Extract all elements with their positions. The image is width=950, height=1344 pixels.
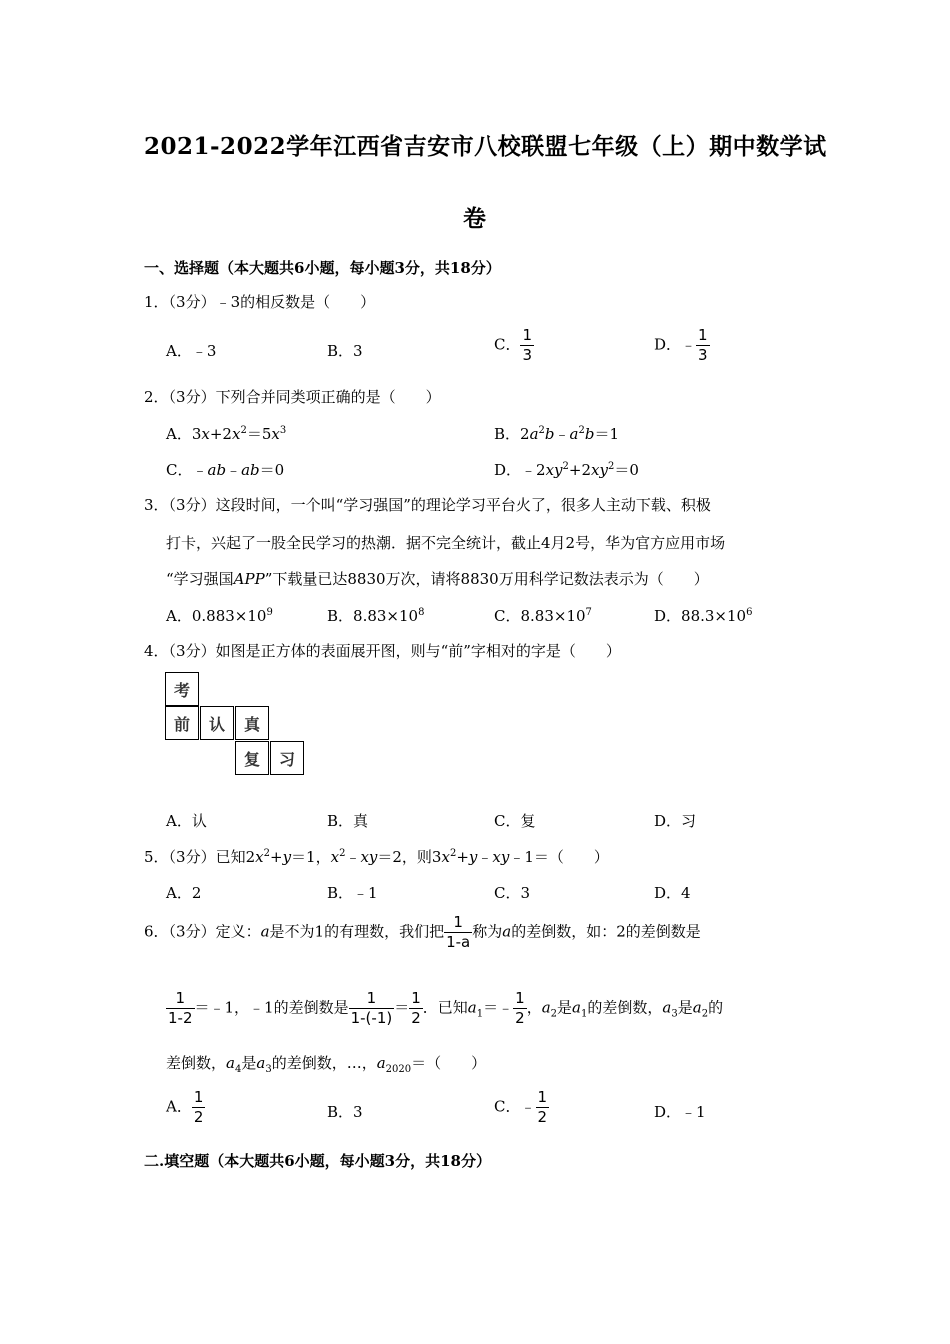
q3-text-a: “学习强国 <box>166 570 234 588</box>
option-text: C．8.83×10 <box>494 607 586 625</box>
fraction-denominator: 1-(-1) <box>350 1009 393 1027</box>
section-heading-fill: 二.填空题（本大题共6小题，每小题3分，共18分） <box>144 1152 491 1170</box>
q1-option-a: A．﹣3 <box>166 342 217 360</box>
q3-option-d <box>654 605 752 626</box>
cube-net-figure <box>165 672 305 777</box>
question-4-stem: 4．（3分）如图是正方体的表面展开图，则与“前”字相对的字是（ ） <box>144 642 621 660</box>
option-label: C． <box>494 1097 521 1116</box>
minus-sign: ﹣ <box>520 1097 536 1116</box>
question-6-line1: 6．（3分）定义：a是不为1的有理数，我们把 $\frac{1}{1-a}$ 称为a的差倒数，如：2的差倒数是 <box>144 913 701 951</box>
q5-option-d: D．4 <box>654 884 691 902</box>
cube-face-fu: 复 <box>235 741 269 775</box>
fraction-denominator: 1-2 <box>168 1009 193 1027</box>
option-label: D． <box>494 461 522 479</box>
fraction-numerator: 1 <box>366 989 377 1007</box>
fraction-numerator: 1 <box>175 989 186 1007</box>
fraction-denominator: 2 <box>537 1108 548 1126</box>
option-label: B． <box>494 425 521 443</box>
q6-option-c-fraction <box>536 1090 550 1125</box>
q3-option-b <box>327 605 424 626</box>
option-text: A．0.883×10 <box>166 607 267 625</box>
q1-option-d <box>654 328 710 363</box>
q4-option-d: D．习 <box>654 812 697 830</box>
cube-face-xi: 习 <box>270 741 304 775</box>
fraction-denominator: 3 <box>522 346 533 364</box>
fraction-denominator: 2 <box>193 1108 204 1126</box>
q6-fraction-ex2 <box>349 991 395 1026</box>
exponent: 8 <box>418 607 425 618</box>
q2-option-a: A．$3x+2x^2=5x^3$ <box>166 425 287 443</box>
q1-option-b: B．3 <box>327 342 363 360</box>
fraction-denominator: 3 <box>698 346 708 364</box>
q2-option-b: B．$2a^2b﹣a^2b=1$ <box>494 425 620 443</box>
page-title-line2: 卷 <box>463 205 487 232</box>
q6-option-a <box>166 1090 205 1125</box>
q6-option-c <box>494 1090 549 1125</box>
page-title-line1: 2021-2022学年江西省吉安市八校联盟七年级（上）期中数学试 <box>144 133 827 160</box>
section-heading-choice: 一、选择题（本大题共6小题，每小题3分，共18分） <box>144 259 501 277</box>
q1-option-c-label: C． <box>494 335 521 354</box>
question-2-stem: 2．（3分）下列合并同类项正确的是（ ） <box>144 388 441 406</box>
fraction-numerator: 1 <box>193 1088 204 1106</box>
q1-option-c-fraction <box>520 328 534 363</box>
q4-option-b: B．真 <box>327 812 369 830</box>
q1-option-d-sign: ﹣ <box>681 335 697 354</box>
q6-fraction-ex3 <box>409 991 423 1026</box>
fraction-numerator: 1 <box>698 326 708 344</box>
q3-app: APP <box>233 570 265 588</box>
question-3-line3 <box>166 568 709 589</box>
option-label: C． <box>166 461 193 479</box>
cube-face-ren: 认 <box>200 706 234 740</box>
q5-option-b: B．﹣1 <box>327 884 378 902</box>
q6-option-b: B．3 <box>327 1103 363 1121</box>
fraction-numerator: 1 <box>537 1088 548 1106</box>
option-label: A． <box>166 425 192 443</box>
fraction-denominator: 1-a <box>446 933 471 951</box>
q6-fraction-ex1 <box>166 991 195 1026</box>
q3-option-c <box>494 605 592 626</box>
q4-option-c: C．复 <box>494 812 536 830</box>
question-6-line2: $\frac{1}{1-2}$ ＝﹣1，﹣1的差倒数是 $\frac{1}{1-(-1)}$ ＝ $\frac{1}{2}$ ．已知$a_1=﹣$ $\frac{1}{2}$ ，$a_2$是$a_1$的差倒数，$a_3$是$a_2$的 <box>168 989 724 1027</box>
exponent: 9 <box>266 607 273 618</box>
option-text: D．88.3×10 <box>654 607 747 625</box>
q2-option-d: D．$﹣2xy^2+2xy^2=0$ <box>494 461 639 479</box>
q3-text-b: ”下载量已达8830万次，请将8830万用科学记数法表示为（ ） <box>264 570 709 588</box>
cube-face-zhen: 真 <box>235 706 269 740</box>
cube-face-qian: 前 <box>165 706 199 740</box>
q6-fraction-a1 <box>513 991 527 1026</box>
option-text: B．8.83×10 <box>327 607 419 625</box>
q6-fraction-def <box>444 915 472 950</box>
question-1-stem: 1．（3分）﹣3的相反数是（ ） <box>144 293 376 311</box>
fraction-numerator: 1 <box>515 989 525 1007</box>
question-6-line3: 差倒数，$a_4$是$a_3$的差倒数，…，$a_{2020}=$（ ） <box>166 1054 487 1075</box>
fraction-denominator: 2 <box>515 1009 525 1027</box>
question-5-stem: 5．（3分）已知$2x^2+y=1$，$x^2﹣xy=2$，则$3x^2+y﹣xy﹣1=$（ ） <box>144 848 609 866</box>
question-3-line2: 打卡，兴起了一股全民学习的热潮．据不完全统计，截止4月2号，华为官方应用市场 <box>166 534 726 552</box>
q2-option-c: C．﹣ab﹣ab＝0 <box>166 461 285 479</box>
q6-option-d: D．﹣1 <box>654 1103 706 1121</box>
exponent: 6 <box>746 607 753 618</box>
q6-option-a-fraction <box>192 1090 206 1125</box>
fraction-numerator: 1 <box>522 326 533 344</box>
q1-option-c <box>494 328 534 363</box>
fraction-denominator: 2 <box>411 1009 421 1027</box>
fraction-numerator: 1 <box>411 989 421 1007</box>
q5-option-a: A．2 <box>166 884 202 902</box>
cube-face-kao: 考 <box>165 672 199 706</box>
fraction-numerator: 1 <box>453 913 463 931</box>
q4-option-a: A．认 <box>166 812 207 830</box>
q1-option-d-fraction <box>696 328 710 363</box>
q5-option-c: C．3 <box>494 884 531 902</box>
q1-option-d-label: D． <box>654 335 682 354</box>
q3-option-a <box>166 605 273 626</box>
exponent: 7 <box>585 607 592 618</box>
question-3-line1: 3．（3分）这段时间，一个叫“学习强国”的理论学习平台火了，很多人主动下载、积极 <box>144 496 711 514</box>
option-label: A． <box>166 1097 192 1116</box>
